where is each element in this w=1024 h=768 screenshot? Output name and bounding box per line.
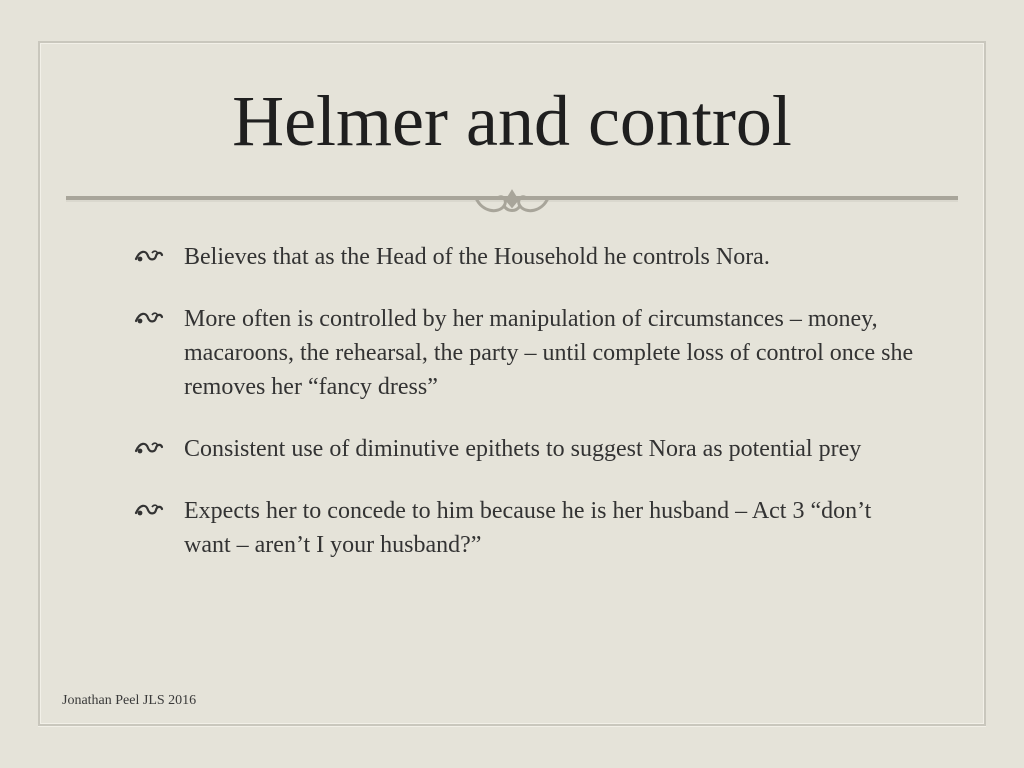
ornamental-divider-icon xyxy=(66,184,958,224)
bullet-list xyxy=(134,240,914,590)
slide-title: Helmer and control xyxy=(232,81,792,161)
bullet-item xyxy=(134,240,914,274)
footer-credit: Jonathan Peel JLS 2016 xyxy=(62,693,197,708)
fleuron-icon xyxy=(134,502,164,518)
bullet-item xyxy=(134,302,914,404)
bullet-item xyxy=(134,432,914,466)
fleuron-icon xyxy=(134,440,164,456)
fleuron-icon xyxy=(134,248,164,264)
bullet-text: Believes that as the Head of the Household he controls Nora. xyxy=(184,244,770,270)
bullet-text: Expects her to concede to him because he is her husband – Act 3 “don’t want – aren’t I your husband?” xyxy=(184,498,872,558)
fleuron-icon xyxy=(134,310,164,326)
bullet-item xyxy=(134,494,914,562)
bullet-text: Consistent use of diminutive epithets to suggest Nora as potential prey xyxy=(184,436,862,462)
bullet-text: More often is controlled by her manipulation of circumstances – money, macaroons, the rehearsal, the party – until complete loss of control once she removes her “fancy dress” xyxy=(184,306,914,400)
